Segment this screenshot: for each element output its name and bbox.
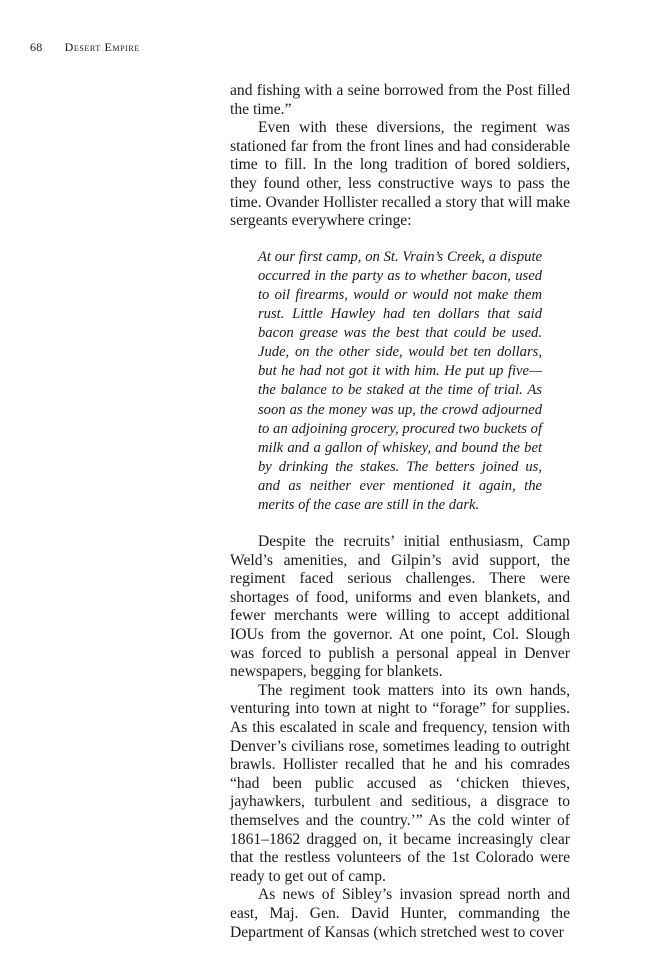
paragraph-forage: The regiment took matters into its own hands, venturing into town at night to “forage” for supplies. As this escalated in scale and frequency, tension with Denver’s civilians rose, sometimes leading to outright brawls. Hollister recalled that he and his comrades “had been public accused as ‘chicken thieves, jayhawkers, turbulent and seditious, a disgrace to themselves and the country.’” As the cold winter of 1861–1862 dragged on, it became increasingly clear that the restless volunteers of the 1st Colorado were ready to get out of camp. (230, 681, 570, 885)
book-title: Desert Empire (64, 40, 140, 54)
page-number: 68 (30, 40, 43, 54)
paragraph-continued: and fishing with a seine borrowed from the Post filled the time.” (230, 82, 570, 118)
paragraph-challenges: Despite the recruits’ initial enthusiasm, Camp Weld’s amenities, and Gilpin’s avid support, the regiment faced serious challenges. There were shortages of food, uniforms and even blankets, and fewer merchants were willing to accept additional IOUs from the governor. At one point, Col. Slough was forced to publish a personal appeal in Denver newspapers, begging for blankets. (230, 533, 570, 681)
block-quote: At our first camp, on St. Vrain’s Creek, a dispute occurred in the party as to whether bacon, used to oil firearms, would or would not make them rust. Little Hawley had ten dollars that said bacon grease was the best that could be used. Jude, on the other side, would bet ten dollars, but he had not got it with him. He put up five—the balance to be staked at the time of trial. As soon as the money was up, the crowd adjourned to an adjoining grocery, procured two buckets of milk and a gallon of whiskey, and bound the bet by drinking the stakes. The betters joined us, and as neither ever mentioned it again, the merits of the case are still in the dark. (258, 248, 542, 513)
running-head (30, 40, 140, 55)
text-column (230, 82, 570, 942)
paragraph-sibley-invasion: As news of Sibley’s invasion spread north and east, Maj. Gen. David Hunter, commanding the Department of Kansas (which stretched west to cover (230, 886, 570, 941)
paragraph-diversions: Even with these diversions, the regiment was stationed far from the front lines and had considerable time to fill. In the long tradition of bored soldiers, they found other, less constructive ways to pass the time. Ovander Hollister recalled a story that will make sergeants everywhere cringe: (230, 119, 570, 230)
